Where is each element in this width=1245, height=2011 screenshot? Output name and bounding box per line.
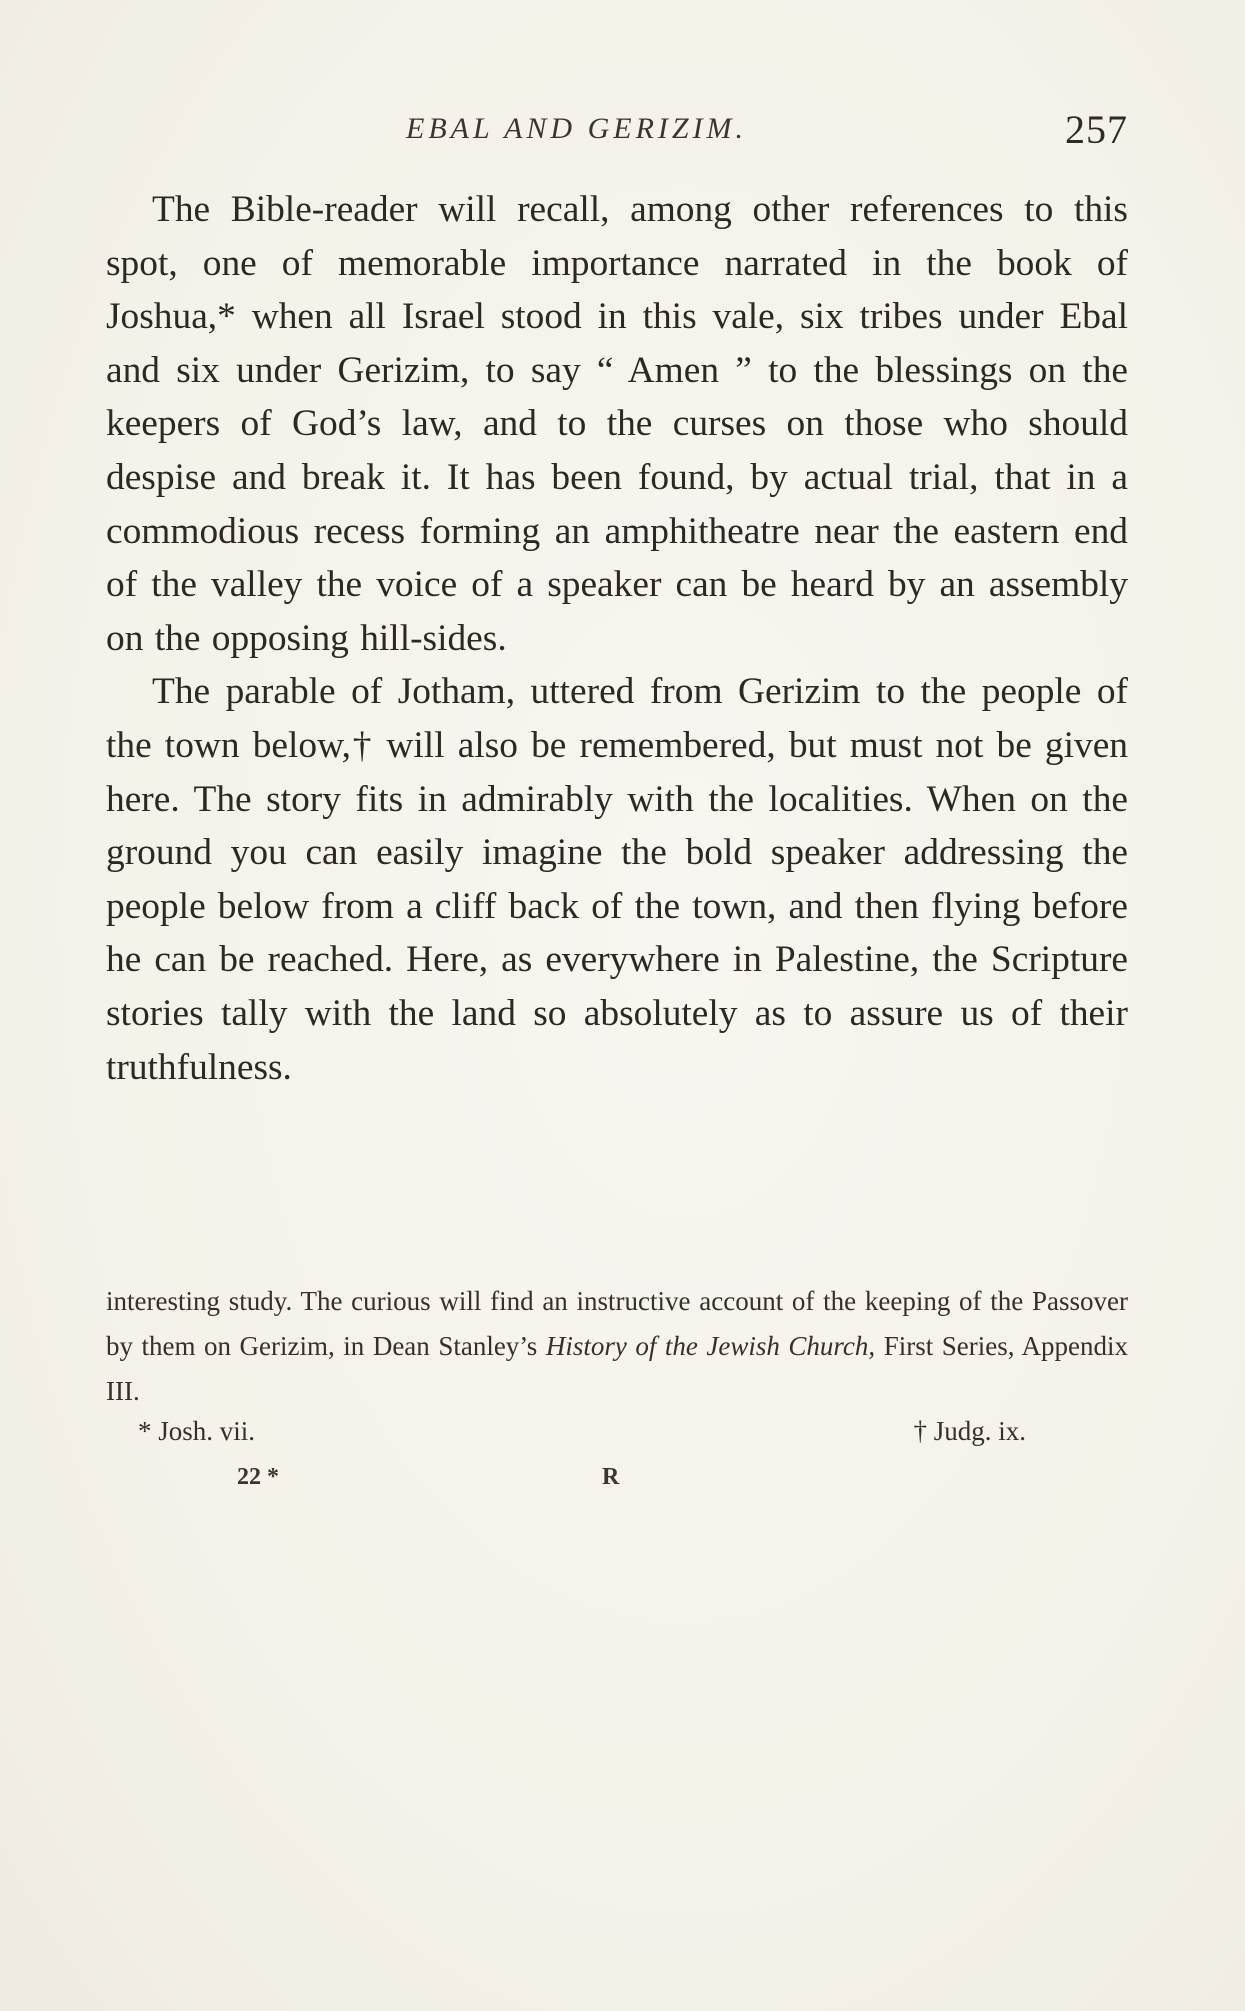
footnote-josh: * Josh. vii.: [138, 1416, 256, 1446]
signature-letter: R: [602, 1464, 620, 1490]
footnote-continued-text: interesting study. The curious will find an instructive account of the keeping of the Passover by them on Gerizim, in Dean Stanley’s: [106, 1286, 1128, 1361]
footnote-continued: [106, 1279, 1128, 1414]
footnote-continued-end: First Series, Appendix III.: [106, 1331, 1128, 1406]
footnotes: [106, 1279, 1128, 1456]
paragraph-1: The Bible-reader will recall, among other references to this spot, one of memorable importance narrated in the book of Joshua,* when all Israel stood in this vale, six tribes under Ebal and six under Gerizim, to say “ Amen ” to the blessings on the keepers of God’s law, and to the curses on those who should despise and break it. It has been found, by actual trial, that in a commodious recess forming an amphitheatre near the eastern end of the valley the voice of a speaker can be heard by an assembly on the opposing hill-sides.: [106, 189, 1128, 659]
signature-mark: [132, 1464, 732, 1504]
running-head: EBAL AND GERIZIM.: [406, 112, 748, 145]
footnote-judg: † Judg. ix.: [913, 1416, 1026, 1446]
signature-number: 22 *: [237, 1464, 279, 1490]
page-number: 257: [1065, 107, 1128, 152]
paragraph-2: The parable of Jotham, uttered from Gerizim to the people of the town below,† will also be remembered, but must not be given here. The story fits in admirably with the localities. When on the ground you can easily imagine the bold speaker addressing the people below from a cliff back of the town, and then flying before he can be reached. Here, as everywhere in Palestine, the Scripture stories tally with the land so absolutely as to assure us of their truthfulness.: [106, 671, 1128, 1088]
page-header: [106, 108, 1128, 158]
footnote-book-title: History of the Jewish Church,: [545, 1331, 876, 1361]
body-text: [106, 183, 1128, 1094]
footnote-references: [106, 1416, 1128, 1456]
